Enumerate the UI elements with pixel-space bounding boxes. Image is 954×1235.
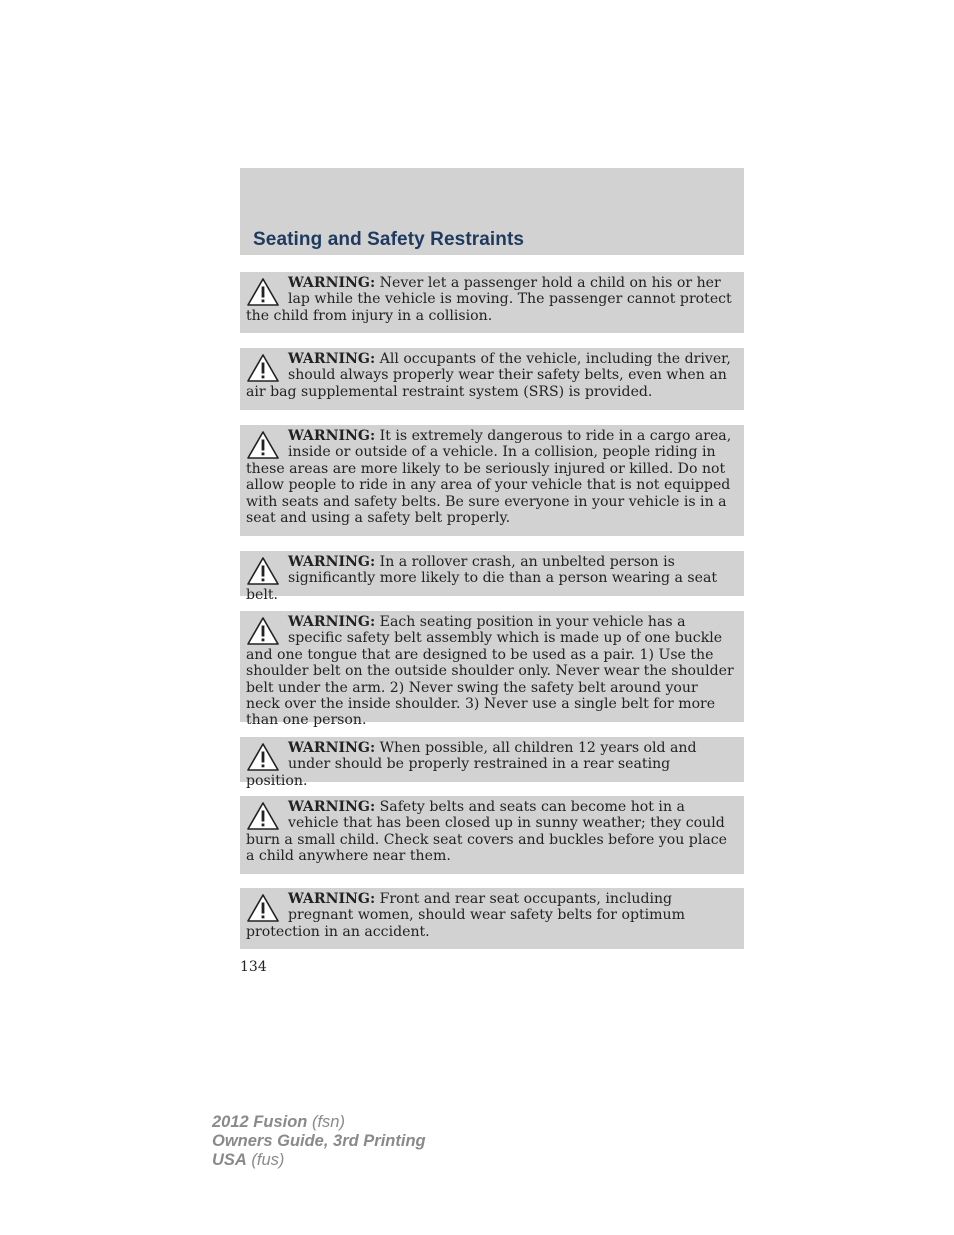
footer-model: 2012 Fusion xyxy=(212,1113,308,1131)
warning-label: WARNING: xyxy=(288,275,376,291)
warning-triangle-icon xyxy=(246,277,280,307)
warning-label: WARNING: xyxy=(288,740,376,756)
warning-triangle-icon xyxy=(246,616,280,646)
warning-label: WARNING: xyxy=(288,891,376,907)
warning-label: WARNING: xyxy=(288,428,376,444)
warning-box xyxy=(240,425,744,536)
footer-region: USA xyxy=(212,1151,247,1169)
footer-guide: Owners Guide, 3rd Printing xyxy=(212,1132,426,1150)
footer-model-code: (fsn) xyxy=(307,1113,345,1131)
section-title: Seating and Safety Restraints xyxy=(253,229,525,250)
warning-text: Each seating position in your vehicle has a specific safety belt assembly which is made up of one buckle and one tongue that are designed to be used as a pair. 1) Use the shoulder belt on the outside shoulder only. Never wear the shoulder belt under the arm. 2) Never swing the safety belt around your neck over the inside shoulder. 3) Never use a single belt for more than one person. xyxy=(246,614,734,729)
footer-line-model xyxy=(212,1113,426,1132)
footer xyxy=(212,1113,426,1170)
warning-text: It is extremely dangerous to ride in a cargo area, inside or outside of a vehicle. In a collision, people riding in these areas are more likely to be seriously injured or killed. Do not allow people to ride in any area of your vehicle that is not equipped with seats and safety belts. Be sure everyone in your vehicle is in a seat and using a safety belt properly. xyxy=(246,428,732,527)
warning-box xyxy=(240,611,744,729)
warning-triangle-icon xyxy=(246,556,280,586)
warning-box xyxy=(240,551,744,603)
warning-text: In a rollover crash, an unbelted person is significantly more likely to die than a person wearing a seat belt. xyxy=(246,554,718,603)
page-number: 134 xyxy=(240,959,267,975)
warning-triangle-icon xyxy=(246,742,280,772)
warning-triangle-icon xyxy=(246,353,280,383)
section-header xyxy=(240,168,744,255)
warning-box xyxy=(240,348,744,410)
warning-box xyxy=(240,737,744,789)
warning-triangle-icon xyxy=(246,430,280,460)
warning-label: WARNING: xyxy=(288,799,376,815)
warning-text: Never let a passenger hold a child on his or her lap while the vehicle is moving. The passenger cannot protect the child from injury in a collision. xyxy=(246,275,732,324)
warning-text: When possible, all children 12 years old and under should be properly restrained in a rear seating position. xyxy=(246,740,697,789)
warning-text: All occupants of the vehicle, including the driver, should always properly wear their safety belts, even when an air bag supplemental restraint system (SRS) is provided. xyxy=(246,351,731,400)
warning-triangle-icon xyxy=(246,801,280,831)
warning-label: WARNING: xyxy=(288,554,376,570)
warning-label: WARNING: xyxy=(288,351,376,367)
warning-label: WARNING: xyxy=(288,614,376,630)
warning-triangle-icon xyxy=(246,893,280,923)
footer-line-region xyxy=(212,1151,426,1170)
footer-line-guide xyxy=(212,1132,426,1151)
warning-text: Front and rear seat occupants, including pregnant women, should wear safety belts for optimum protection in an accident. xyxy=(246,891,685,940)
warning-box xyxy=(240,796,744,874)
warning-box xyxy=(240,272,744,333)
warning-box xyxy=(240,888,744,949)
footer-region-code: (fus) xyxy=(246,1151,285,1169)
warning-text: Safety belts and seats can become hot in a vehicle that has been closed up in sunny weather; they could burn a small child. Check seat covers and buckles before you place a child anywhere near them. xyxy=(246,799,727,865)
